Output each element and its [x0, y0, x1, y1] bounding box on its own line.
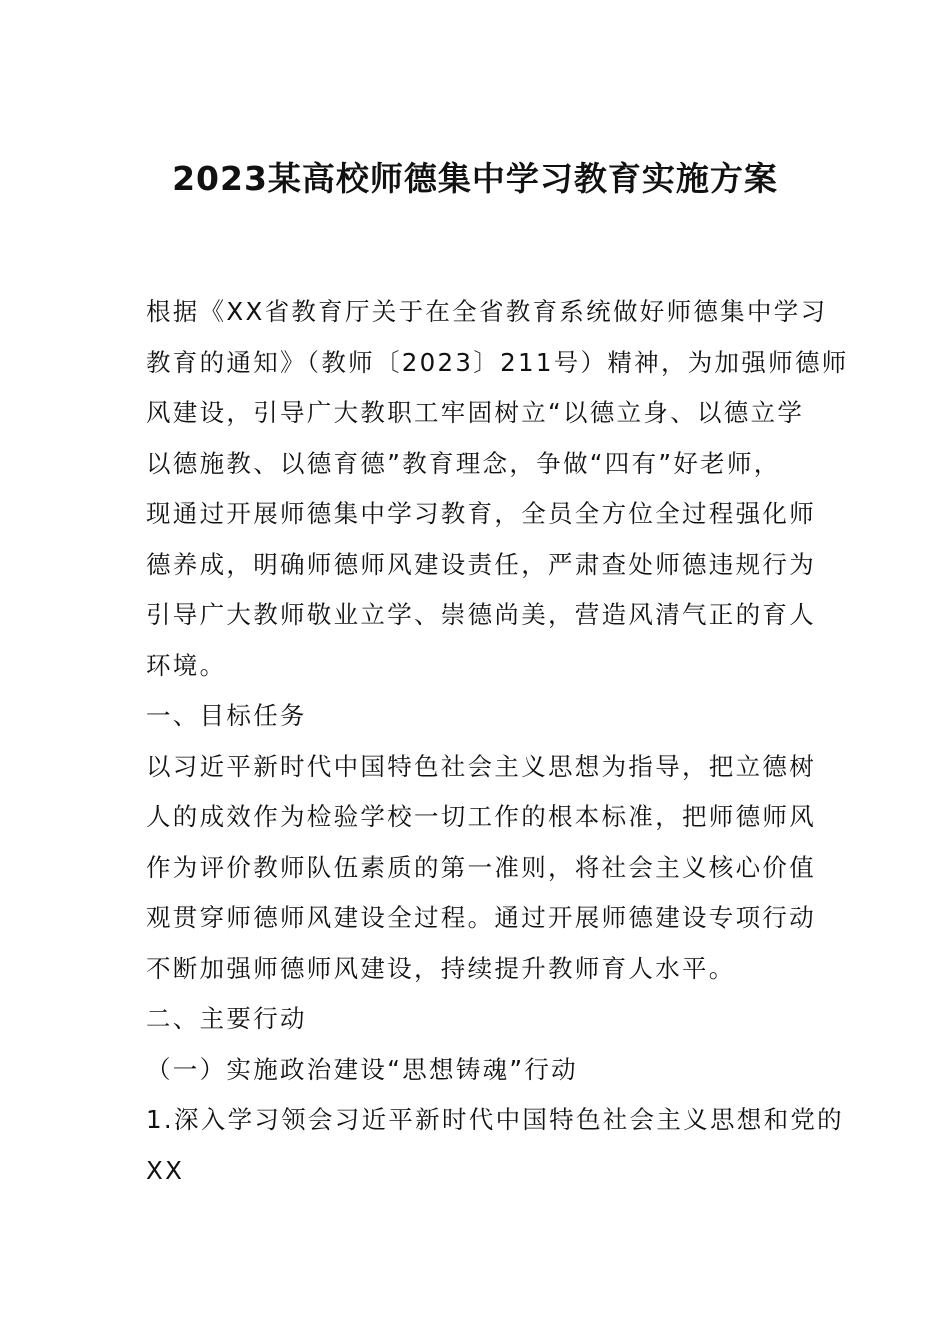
intro-line: 以德施教、以德育德”教育理念，争做“四有”好老师，	[146, 448, 781, 478]
goals-line: 人的成效作为检验学校一切工作的根本标准，把师德师风	[146, 802, 816, 831]
intro-line: 根据《XX省教育厅关于在全省教育系统做好师德集中学习	[146, 297, 828, 326]
section-heading-goals: 一、目标任务	[146, 701, 307, 730]
intro-line: 环境。	[146, 650, 227, 680]
intro-line: 教育的通知》（教师〔2023〕211号）精神，为加强师德师	[146, 347, 849, 377]
item-line: XX	[146, 1155, 185, 1185]
document-title: 2023某高校师德集中学习教育实施方案	[172, 159, 778, 198]
goals-line: 观贯穿师德师风建设全过程。通过开展师德建设专项行动	[146, 903, 816, 932]
intro-line: 现通过开展师德集中学习教育，全员全方位全过程强化师	[146, 499, 816, 528]
intro-line: 德养成，明确师德师风建设责任，严肃查处师德违规行为	[146, 549, 816, 579]
goals-line: 作为评价教师队伍素质的第一准则，将社会主义核心价值	[146, 852, 816, 882]
document-body	[146, 287, 849, 1196]
goals-line: 不断加强师德师风建设，持续提升教师育人水平。	[146, 953, 736, 983]
item-line: 1.深入学习领会习近平新时代中国特色社会主义思想和党的	[146, 1105, 844, 1134]
goals-line: 以习近平新时代中国特色社会主义思想为指导，把立德树	[146, 751, 816, 781]
section-heading-actions: 二、主要行动	[146, 1004, 307, 1033]
intro-line: 风建设，引导广大教职工牢固树立“以德立身、以德立学	[146, 398, 805, 427]
subsection-heading: （一）实施政治建设“思想铸魂”行动	[146, 1054, 578, 1084]
intro-line: 引导广大教师敬业立学、崇德尚美，营造风清气正的育人	[146, 600, 816, 629]
